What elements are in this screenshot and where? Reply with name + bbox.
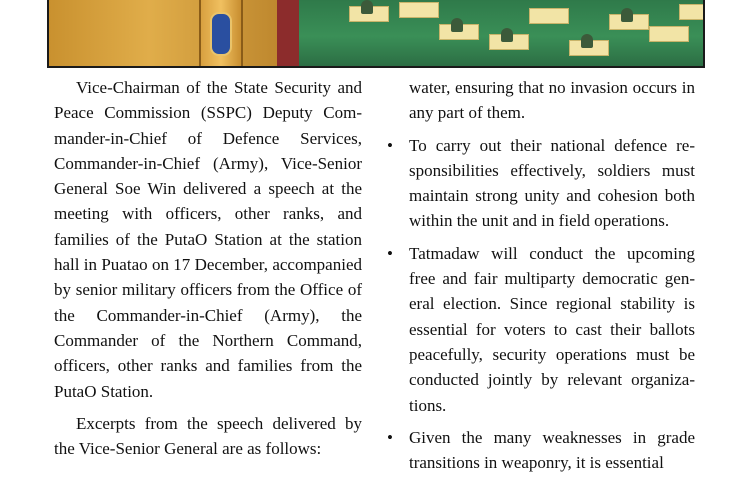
list-item bbox=[387, 241, 695, 418]
list-item bbox=[387, 133, 695, 234]
podium bbox=[49, 0, 299, 66]
excerpts-paragraph: Excerpts from the speech delivered by the Vice-Senior General are as follows: bbox=[54, 413, 362, 459]
desk bbox=[649, 26, 689, 42]
intro-paragraph: Vice-Chairman of the State Security and Peace Commission (SSPC) Deputy Commander-in-Chief of Defence Services, Commander-in-Chief (Army), Vice-Senior General Soe Win delivered a speech at the meeting with officers, other ranks, and families of the PutaO Station at the station hall in Puatao on 17 December, accompanied by senior military officers from the Office of the Commander-in-Chief (Army), the Commander of the Northern Command, officers, other ranks and families from the PutaO Station. bbox=[54, 78, 362, 401]
continued-text: water, ensuring that no invasion occurs in any part of them. bbox=[409, 78, 695, 123]
bullet-text: To carry out their national defence responsibilities effectively, soldiers must maintain strong unity and cohesion both within the unit and in field operations. bbox=[409, 135, 695, 231]
left-column bbox=[54, 75, 362, 461]
emblem-icon bbox=[210, 12, 232, 56]
right-column bbox=[387, 75, 695, 482]
bullet-icon: • bbox=[387, 427, 393, 447]
seated-person bbox=[581, 34, 593, 48]
desk bbox=[529, 8, 569, 24]
desk bbox=[399, 2, 439, 18]
top-photo bbox=[47, 0, 705, 68]
bullet-text: Tatmadaw will conduct the upcoming free and fair multiparty democratic general election. Since regional stability is essential for voters to cast their ballots peacefully, security operations must be conducted jointly by relevant organizations. bbox=[409, 243, 695, 415]
bullet-text: Given the many weaknesses in grade transitions in weaponry, it is essential bbox=[409, 427, 695, 473]
seated-person bbox=[451, 18, 463, 32]
speech-points-list bbox=[387, 133, 695, 476]
bullet-icon: • bbox=[387, 135, 393, 155]
seated-person bbox=[361, 0, 373, 14]
bullet-icon: • bbox=[387, 243, 393, 263]
desk bbox=[679, 4, 705, 20]
curtain-post bbox=[277, 0, 299, 66]
seated-person bbox=[501, 28, 513, 42]
seated-person bbox=[621, 8, 633, 22]
list-item bbox=[387, 425, 695, 476]
